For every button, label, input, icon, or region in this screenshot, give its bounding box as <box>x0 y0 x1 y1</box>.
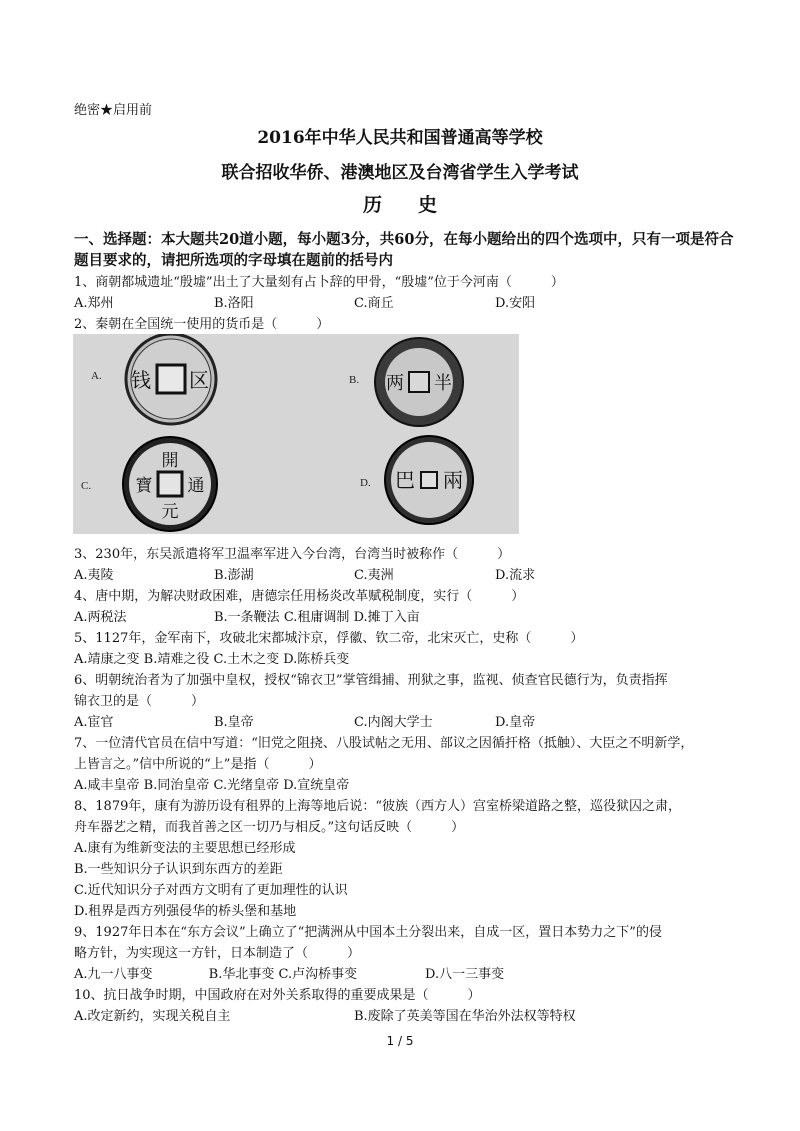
q9-options-abc: A.九一八事变 B.华北事变 C.卢沟桥事变 <box>74 967 358 982</box>
exam-title-line-2: 联合招收华侨、港澳地区及台湾省学生入学考试 <box>221 163 579 183</box>
q4-options-bcd: B.一条鞭法 C.租庸调制 D.摊丁入亩 <box>214 610 420 625</box>
q1-option-c: C.商丘 <box>354 296 394 311</box>
q1-option-d: D.安阳 <box>495 296 536 311</box>
question-9-stem-2: 略方针，为实现这一方针，日本制造了（ ） <box>74 946 361 961</box>
question-8-stem-1: 8、1879年，康有为游历设有租界的上海等地后说：“彼族（西方人）宫室桥梁道路之整，巡役狱囚之肃， <box>74 799 682 814</box>
coins-illustration <box>73 334 519 534</box>
exam-title-line-1: 2016年中华人民共和国普通高等学校 <box>257 128 543 148</box>
coin-c-char-right: 通 <box>187 476 205 495</box>
coin-d-char-right: 兩 <box>443 470 463 492</box>
q8-option-c: C.近代知识分子对西方文明有了更加理性的认识 <box>74 883 348 898</box>
q8-option-d: D.租界是西方列强侵华的桥头堡和基地 <box>74 904 297 919</box>
question-5-stem: 5、1127年，金军南下，攻破北宋都城汴京，俘徽、钦二帝，北宋灭亡，史称（ ） <box>74 631 584 646</box>
coin-a-char-left: 钱 <box>131 370 151 392</box>
coin-c-char-left: 寶 <box>135 476 153 495</box>
coin-a-label: A. <box>91 370 102 382</box>
subject-title: 历史 <box>362 194 473 216</box>
coins-figure <box>73 334 519 534</box>
q10-option-a: A.改定新约，实现关税自主 <box>74 1009 231 1024</box>
q6-option-d: D.皇帝 <box>495 715 536 730</box>
question-10-stem: 10、抗日战争时期，中国政府在对外关系取得的重要成果是（ ） <box>74 988 481 1003</box>
coin-b-char-right: 半 <box>434 373 452 393</box>
q6-option-c: C.内阁大学士 <box>354 715 433 730</box>
confidential-note: 绝密★启用前 <box>74 103 153 118</box>
coin-b-char-left: 两 <box>386 373 404 393</box>
question-6-stem-1: 6、明朝统治者为了加强中皇权，授权“锦衣卫”掌管缉捕、刑狱之事，监视、侦查官民德行为，负责指挥 <box>74 673 668 688</box>
coin-a-char-right: 区 <box>189 370 209 392</box>
coin-c <box>123 437 217 531</box>
q9-option-d: D.八一三事变 <box>425 967 505 982</box>
q3-option-c: C.夷洲 <box>354 568 394 583</box>
question-7-stem-2: 上皆言之。”信中所说的“上”是指（ ） <box>74 757 322 772</box>
page-number: 1 / 5 <box>386 1034 414 1048</box>
coin-d <box>385 436 473 524</box>
q4-option-a: A.两税法 <box>74 610 127 625</box>
coin-c-char-top: 開 <box>161 451 179 470</box>
question-1-stem: 1、商朝都城遗址“殷墟”出土了大量刻有占卜辞的甲骨，“殷墟”位于今河南（ ） <box>74 275 564 290</box>
section-heading: 一、选择题：本大题共20道小题，每小题3分，共60分，在每小题给出的四个选项中，只有一项是符合题目要求的，请把所选项的字母填在题前的括号内 <box>74 231 734 269</box>
coin-d-char-left: 巴 <box>395 470 415 492</box>
q6-option-a: A.宦官 <box>74 715 114 730</box>
q3-option-d: D.流求 <box>495 568 536 583</box>
question-9-stem-1: 9、1927年日本在“东方会议”上确立了“把满洲从中国本土分裂出来，自成一区，置日本势力之下”的侵 <box>74 925 662 940</box>
coin-d-label: D. <box>360 477 371 489</box>
q8-option-b: B.一些知识分子认识到东西方的差距 <box>74 862 283 877</box>
question-2-stem: 2、秦朝在全国统一使用的货币是（ ） <box>74 317 330 332</box>
coin-b-label: B. <box>349 374 360 386</box>
coin-b <box>375 338 463 426</box>
question-3-stem: 3、230年，东吴派遣将军卫温率军进入今台湾，台湾当时被称作（ ） <box>74 547 511 562</box>
q6-option-b: B.皇帝 <box>214 715 254 730</box>
q7-options: A.咸丰皇帝 B.同治皇帝 C.光绪皇帝 D.宣统皇帝 <box>74 778 350 793</box>
coin-c-char-bottom: 元 <box>161 502 179 521</box>
q3-option-b: B.澎湖 <box>214 568 254 583</box>
q8-option-a: A.康有为维新变法的主要思想已经形成 <box>74 841 296 856</box>
question-4-stem: 4、唐中期，为解决财政困难，唐德宗任用杨炎改革赋税制度，实行（ ） <box>74 589 525 604</box>
q5-options: A.靖康之变 B.靖难之役 C.土木之变 D.陈桥兵变 <box>74 652 350 667</box>
coin-a <box>126 334 216 424</box>
question-7-stem-1: 7、一位清代官员在信中写道：“旧党之阻挠、八股试帖之无用、部议之因循扞格（抵触）、大臣之不明新学， <box>74 736 694 751</box>
q1-option-b: B.洛阳 <box>214 296 254 311</box>
coin-c-label: C. <box>81 480 92 492</box>
q3-option-a: A.夷陵 <box>74 568 114 583</box>
q10-option-b: B.废除了英美等国在华治外法权等特权 <box>354 1009 576 1024</box>
q1-option-a: A.郑州 <box>74 296 114 311</box>
question-6-stem-2: 锦衣卫的是（ ） <box>74 694 205 709</box>
question-8-stem-2: 舟车器艺之精，而我首善之区一切乃与相反。”这句话反映（ ） <box>74 820 465 835</box>
